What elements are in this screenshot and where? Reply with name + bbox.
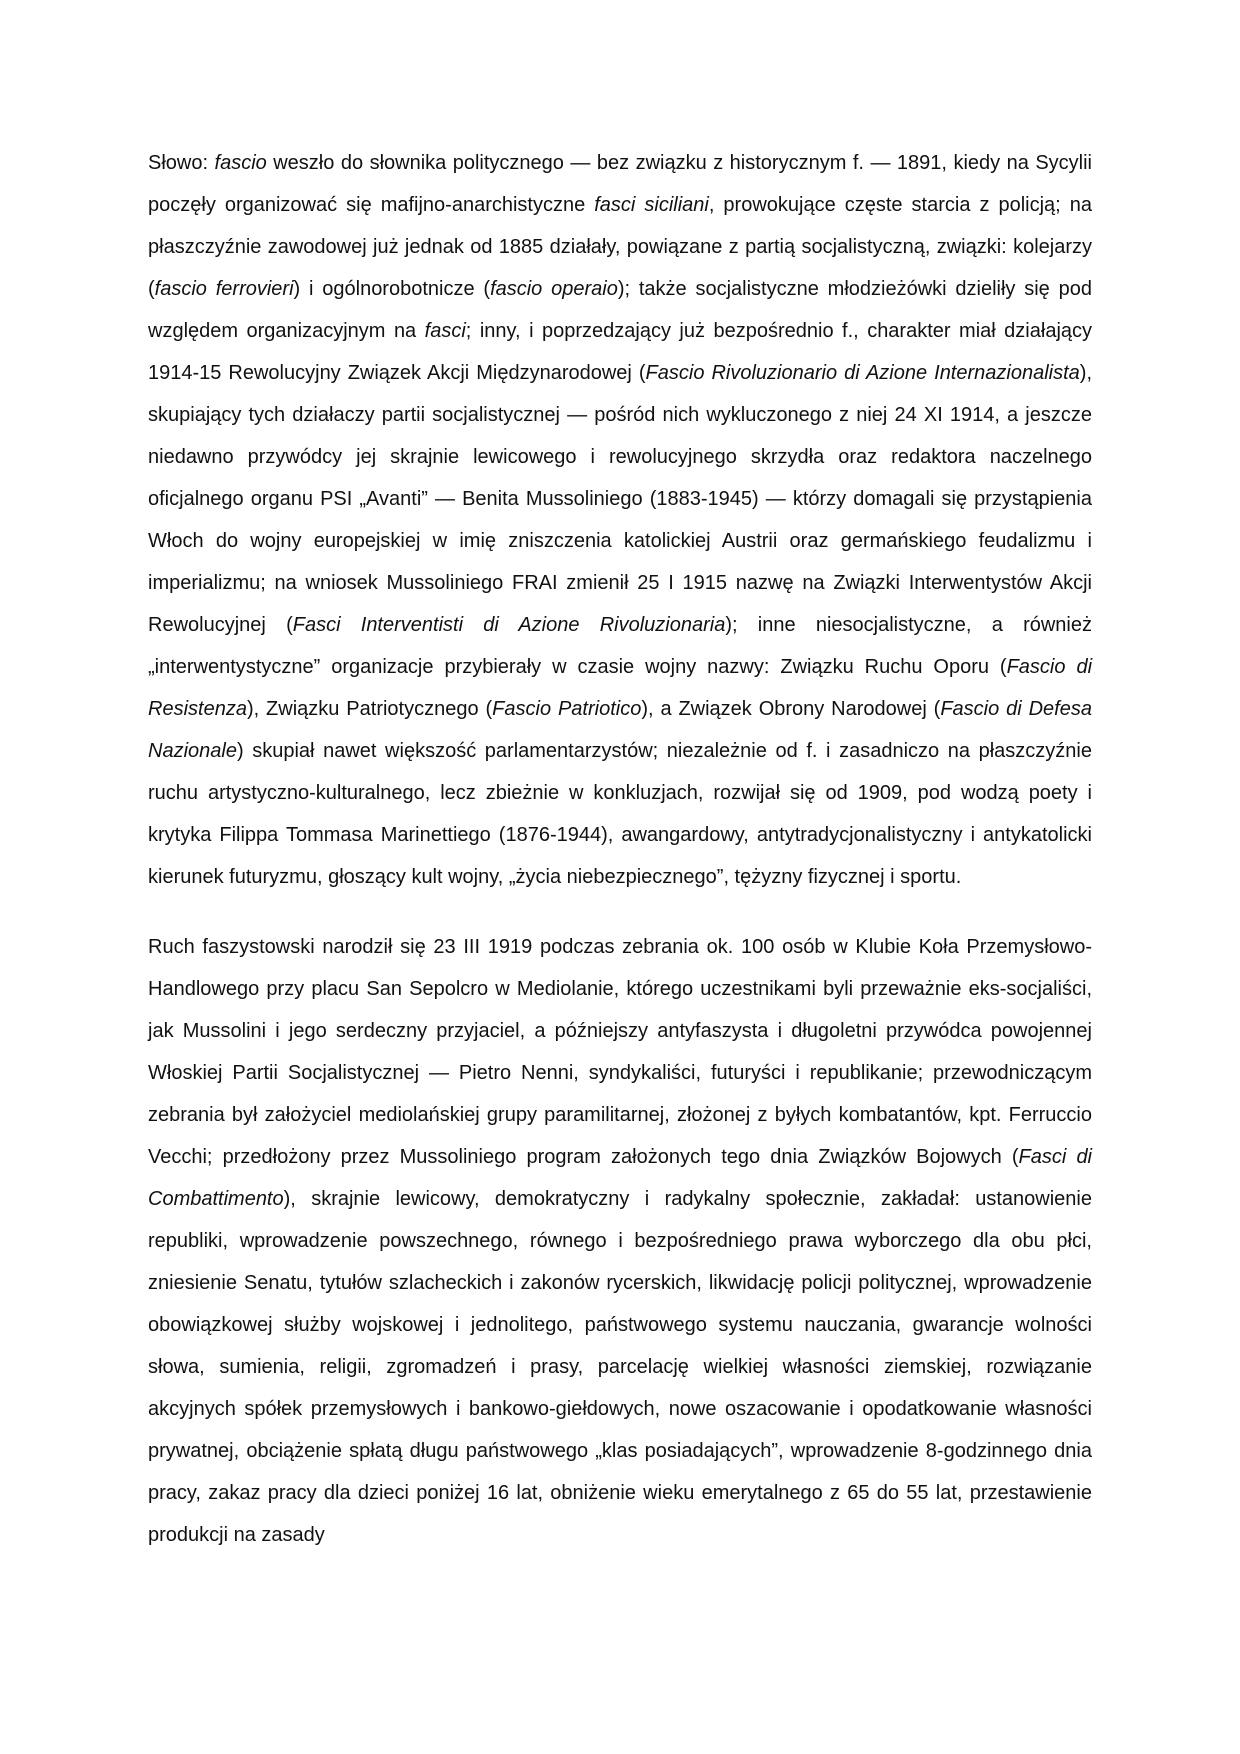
italic-text-segment: fasci xyxy=(424,320,466,342)
text-segment: ), skupiający tych działaczy partii socjalistycznej — pośród nich wykluczonego z niej 24 XI 1914, a jeszcze niedawno przywódcy jej skrajnie lewicowego i rewolucyjnego skrzydła oraz redaktora naczelnego oficjalnego organu PSI „Avanti” — Benita Mussoliniego (1883-1945) — którzy domagali się przystąpienia Włoch do wojny europejskiej w imię zniszczenia katolickiej Austrii oraz germańskiego feudalizmu i imperializmu; na wniosek Mussoliniego FRAI zmienił 25 I 1915 nazwę na Związki Interwentystów Akcji Rewolucyjnej ( xyxy=(148,362,1092,636)
text-segment: Ruch faszystowski narodził się 23 III 1919 podczas zebrania ok. 100 osób w Klubie Koła Przemysłowo-Handlowego przy placu San Sepolcro w Mediolanie, którego uczestnikami byli przeważnie eks-socjaliści, jak Mussolini i jego serdeczny przyjaciel, a późniejszy antyfaszysta i długoletni przywódca powojennej Włoskiej Partii Socjalistycznej — Pietro Nenni, syndykaliści, futuryści i republikanie; przewodniczącym zebrania był założyciel mediolańskiej grupy paramilitarnej, złożonej z byłych kombatantów, kpt. Ferruccio Vecchi; przedłożony przez Mussoliniego program założonych tego dnia Związków Bojowych ( xyxy=(148,936,1092,1168)
text-segment: ); inne niesocjalistyczne, a również „interwentystyczne” organizacje przybierały w czasie wojny nazwy: Związku Ruchu Oporu ( xyxy=(148,614,1092,678)
italic-text-segment: Fasci Interventisti di Azione Rivoluzionaria xyxy=(292,614,726,636)
italic-text-segment: fascio operaio xyxy=(490,278,618,300)
text-segment: ) i ogólnorobotnicze ( xyxy=(293,278,491,300)
text-segment: ), Związku Patriotycznego ( xyxy=(246,698,493,720)
text-segment: Słowo: xyxy=(148,152,215,174)
italic-text-segment: fasci siciliani xyxy=(594,194,709,216)
paragraph xyxy=(148,926,1092,1556)
italic-text-segment: Fascio di Defesa Nazionale xyxy=(148,698,1092,762)
italic-text-segment: fascio xyxy=(214,152,267,174)
text-segment: ); także socjalistyczne młodzieżówki dzieliły się pod względem organizacyjnym na xyxy=(148,278,1092,342)
italic-text-segment: Fascio Patriotico xyxy=(492,698,642,720)
italic-text-segment: Fasci di Combattimento xyxy=(148,1146,1093,1210)
italic-text-segment: Fascio di Resistenza xyxy=(148,656,1093,720)
text-segment: weszło do słownika politycznego — bez związku z historycznym f. — 1891, kiedy na Sycylii poczęły organizować się mafijno-anarchistyczne xyxy=(148,152,1092,216)
text-segment: ; inny, i poprzedzający już bezpośrednio f., charakter miał działający 1914-15 Rewolucyjny Związek Akcji Międzynarodowej ( xyxy=(148,320,1093,384)
text-segment: ), skrajnie lewicowy, demokratyczny i radykalny społecznie, zakładał: ustanowienie republiki, wprowadzenie powszechnego, równego i bezpośredniego prawa wyborczego dla obu płci, zniesienie Senatu, tytułów szlacheckich i zakonów rycerskich, likwidację policji politycznej, wprowadzenie obowiązkowej służby wojskowej i jednolitego, państwowego systemu nauczania, gwarancje wolności słowa, sumienia, religii, zgromadzeń i prasy, parcelację wielkiej własności ziemskiej, rozwiązanie akcyjnych spółek przemysłowych i bankowo-giełdowych, nowe oszacowanie i opodatkowanie własności prywatnej, obciążenie spłatą długu państwowego „klas posiadających”, wprowadzenie 8-godzinnego dnia pracy, zakaz pracy dla dzieci poniżej 16 lat, obniżenie wieku emerytalnego z 65 do 55 lat, przestawienie produkcji na zasady xyxy=(148,1188,1092,1546)
text-segment: ) skupiał nawet większość parlamentarzystów; niezależnie od f. i zasadniczo na płaszczyźnie ruchu artystyczno-kulturalnego, lecz zbieżnie w konkluzjach, rozwijał się od 1909, pod wodzą poety i krytyka Filippa Tommasa Marinettiego (1876-1944), awangardowy, antytradycjonalistyczny i antykatolicki kierunek futuryzmu, głoszący kult wojny, „życia niebezpiecznego”, tężyzny fizycznej i sportu. xyxy=(148,740,1092,888)
text-segment: ), a Związek Obrony Narodowej ( xyxy=(641,698,941,720)
italic-text-segment: Fascio Rivoluzionario di Azione Internazionalista xyxy=(645,362,1080,384)
italic-text-segment: fascio ferrovieri xyxy=(154,278,294,300)
text-segment: , prowokujące częste starcia z policją; na płaszczyźnie zawodowej już jednak od 1885 działały, powiązane z partią socjalistyczną, związki: kolejarzy ( xyxy=(148,194,1092,300)
paragraph xyxy=(148,142,1092,898)
document-page xyxy=(148,142,1092,1556)
